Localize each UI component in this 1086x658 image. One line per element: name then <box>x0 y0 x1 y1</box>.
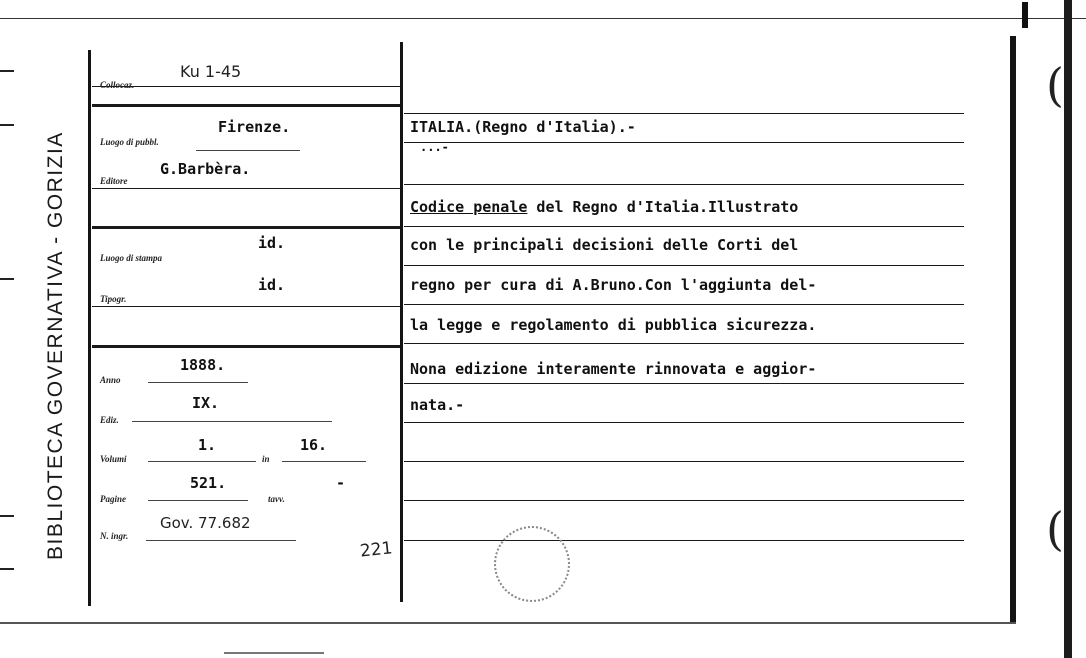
tav-value: - <box>336 474 346 492</box>
edge-tick <box>0 515 14 517</box>
editore-label: Editore <box>100 176 128 186</box>
rule <box>404 113 964 114</box>
rule <box>404 304 964 305</box>
format-value: 16. <box>300 436 328 454</box>
rule <box>404 383 964 384</box>
rule <box>404 461 964 462</box>
right-edge-strip <box>1064 0 1072 658</box>
title-line-6: nata.- <box>410 396 465 414</box>
edge-tick <box>0 124 14 126</box>
collocazione-value: Ku 1-45 <box>180 62 242 81</box>
ediz-label: Ediz. <box>100 415 119 425</box>
ring-hole-mark: ( <box>1046 58 1064 112</box>
rule <box>92 188 400 189</box>
margin-note: 221 <box>359 538 394 562</box>
luogo-stampa-value: id. <box>258 234 286 252</box>
section-rule <box>92 345 400 348</box>
bottom-card-edge <box>0 622 1016 624</box>
field-underline <box>148 461 256 462</box>
bottom-scan-mark <box>224 652 324 654</box>
pagine-label: Pagine <box>100 494 126 504</box>
oval-stamp <box>494 526 570 602</box>
title-line-5: Nona edizione interamente rinnovata e aggior- <box>410 360 817 378</box>
field-underline <box>148 500 248 501</box>
in-label: in <box>262 454 270 464</box>
field-underline <box>196 150 300 151</box>
luogo-pubbl-label: Luogo di pubbl. <box>100 137 159 147</box>
luogo-pubbl-value: Firenze. <box>218 118 291 136</box>
pagine-value: 521. <box>190 474 227 492</box>
heading: ITALIA.(Regno d'Italia).- <box>410 118 636 136</box>
anno-value: 1888. <box>180 356 226 374</box>
title-line-1 <box>410 198 798 216</box>
rule <box>404 142 964 143</box>
heading-dots: ...- <box>420 140 449 154</box>
field-underline <box>146 540 296 541</box>
section-rule <box>92 226 400 229</box>
tipogr-label: Tipogr. <box>100 294 127 304</box>
tipogr-value: id. <box>258 276 286 294</box>
volumi-label: Volumi <box>100 454 127 464</box>
section-rule <box>92 104 400 107</box>
title-line-3: regno per cura di A.Bruno.Con l'aggiunta del- <box>410 276 817 294</box>
edge-tick <box>0 568 14 570</box>
editore-value: G.Barbèra. <box>160 160 251 178</box>
collocazione-label: Collocaz. <box>100 80 135 90</box>
rule <box>404 540 964 541</box>
left-column-rule <box>88 50 91 606</box>
rule <box>404 343 964 344</box>
rule <box>404 500 964 501</box>
volumi-value: 1. <box>198 436 217 454</box>
top-edge-mark <box>1022 2 1028 28</box>
title-start: Codice penale <box>410 198 528 216</box>
library-stamp: BIBLIOTECA GOVERNATIVA - GORIZIA <box>44 131 67 560</box>
title-line-2: con le principali decisioni delle Corti del <box>410 236 799 254</box>
ediz-value: IX. <box>192 394 220 412</box>
anno-label: Anno <box>100 375 121 385</box>
title-line-4: la legge e regolamento di pubblica sicurezza. <box>410 316 817 334</box>
ring-hole-mark: ( <box>1046 502 1064 556</box>
title-rest: del Regno d'Italia.Illustrato <box>527 198 799 216</box>
edge-tick <box>0 70 14 72</box>
tav-label: tavv. <box>268 494 285 504</box>
luogo-stampa-label: Luogo di stampa <box>100 253 163 263</box>
rule <box>404 422 964 423</box>
rule <box>404 226 964 227</box>
rule <box>404 265 964 266</box>
rule <box>92 86 400 87</box>
right-card-edge <box>1010 36 1016 624</box>
n-ingr-label: N. ingr. <box>100 531 129 541</box>
center-column-rule <box>400 42 403 602</box>
top-border <box>0 18 1086 19</box>
rule <box>404 184 964 185</box>
rule <box>92 306 400 307</box>
n-ingr-value: Gov. 77.682 <box>160 514 251 532</box>
field-underline <box>282 461 366 462</box>
field-underline <box>132 421 332 422</box>
edge-tick <box>0 278 14 280</box>
field-underline <box>148 382 248 383</box>
